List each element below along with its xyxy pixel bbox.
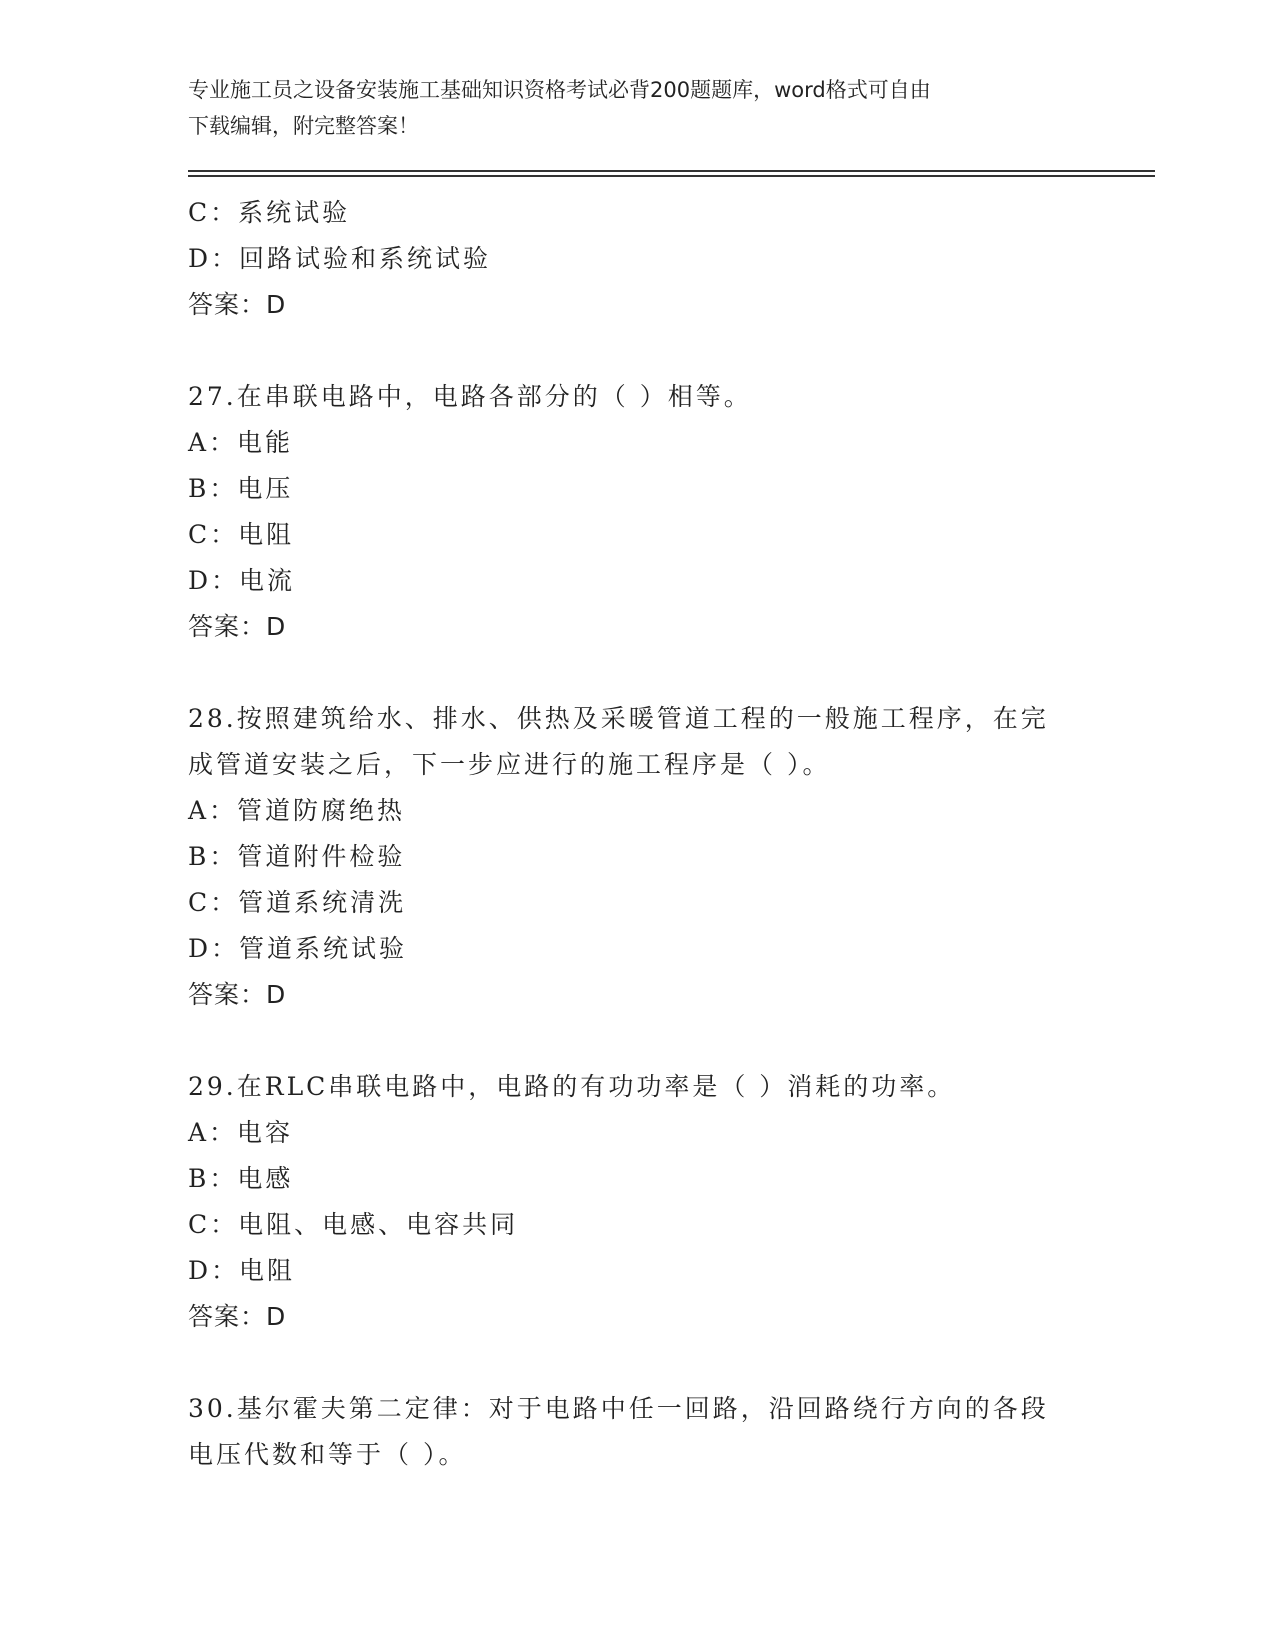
- option-d: D：管道系统试验: [188, 934, 408, 963]
- header-line-2: 下载编辑，附完整答案！: [188, 114, 419, 138]
- option-a: A：电能: [188, 428, 294, 457]
- question-list: [188, 190, 1088, 1478]
- header-line-1: 专业施工员之设备安装施工基础知识资格考试必背200题题库，word格式可自由: [188, 78, 931, 102]
- question-27: [188, 374, 1088, 650]
- option-d: D：电阻: [188, 1256, 296, 1285]
- question-text: 28.按照建筑给水、排水、供热及采暖管道工程的一般施工程序，在完: [188, 704, 1049, 733]
- answer-line: 答案：D: [188, 1302, 287, 1331]
- option-b: B：管道附件检验: [188, 842, 406, 871]
- answer-line: 答案：D: [188, 612, 287, 641]
- question-29: [188, 1064, 1088, 1340]
- question-text-continued: 成管道安装之后，下一步应进行的施工程序是（ ）。: [188, 750, 831, 779]
- option-c: C：电阻、电感、电容共同: [188, 1210, 519, 1239]
- option-a: A：电容: [188, 1118, 294, 1147]
- option-c: C：电阻: [188, 520, 295, 549]
- header-divider-bottom: [188, 175, 1155, 177]
- option-d: D：回路试验和系统试验: [188, 244, 492, 273]
- question-28: [188, 696, 1088, 1018]
- option-d: D：电流: [188, 566, 296, 595]
- question-text: 29.在RLC串联电路中，电路的有功功率是（ ）消耗的功率。: [188, 1072, 956, 1101]
- option-c: C：系统试验: [188, 198, 351, 227]
- option-a: A：管道防腐绝热: [188, 796, 406, 825]
- document-header: [188, 72, 1088, 144]
- option-b: B：电压: [188, 474, 294, 503]
- option-b: B：电感: [188, 1164, 294, 1193]
- answer-line: 答案：D: [188, 980, 287, 1009]
- previous-question-tail: [188, 190, 1088, 328]
- question-text-continued: 电压代数和等于（ ）。: [188, 1440, 467, 1469]
- header-divider-top: [188, 170, 1155, 172]
- answer-line: 答案：D: [188, 290, 287, 319]
- option-c: C：管道系统清洗: [188, 888, 407, 917]
- question-text: 27.在串联电路中，电路各部分的（ ）相等。: [188, 382, 752, 411]
- question-text: 30.基尔霍夫第二定律：对于电路中任一回路，沿回路绕行方向的各段: [188, 1394, 1049, 1423]
- question-30: [188, 1386, 1088, 1478]
